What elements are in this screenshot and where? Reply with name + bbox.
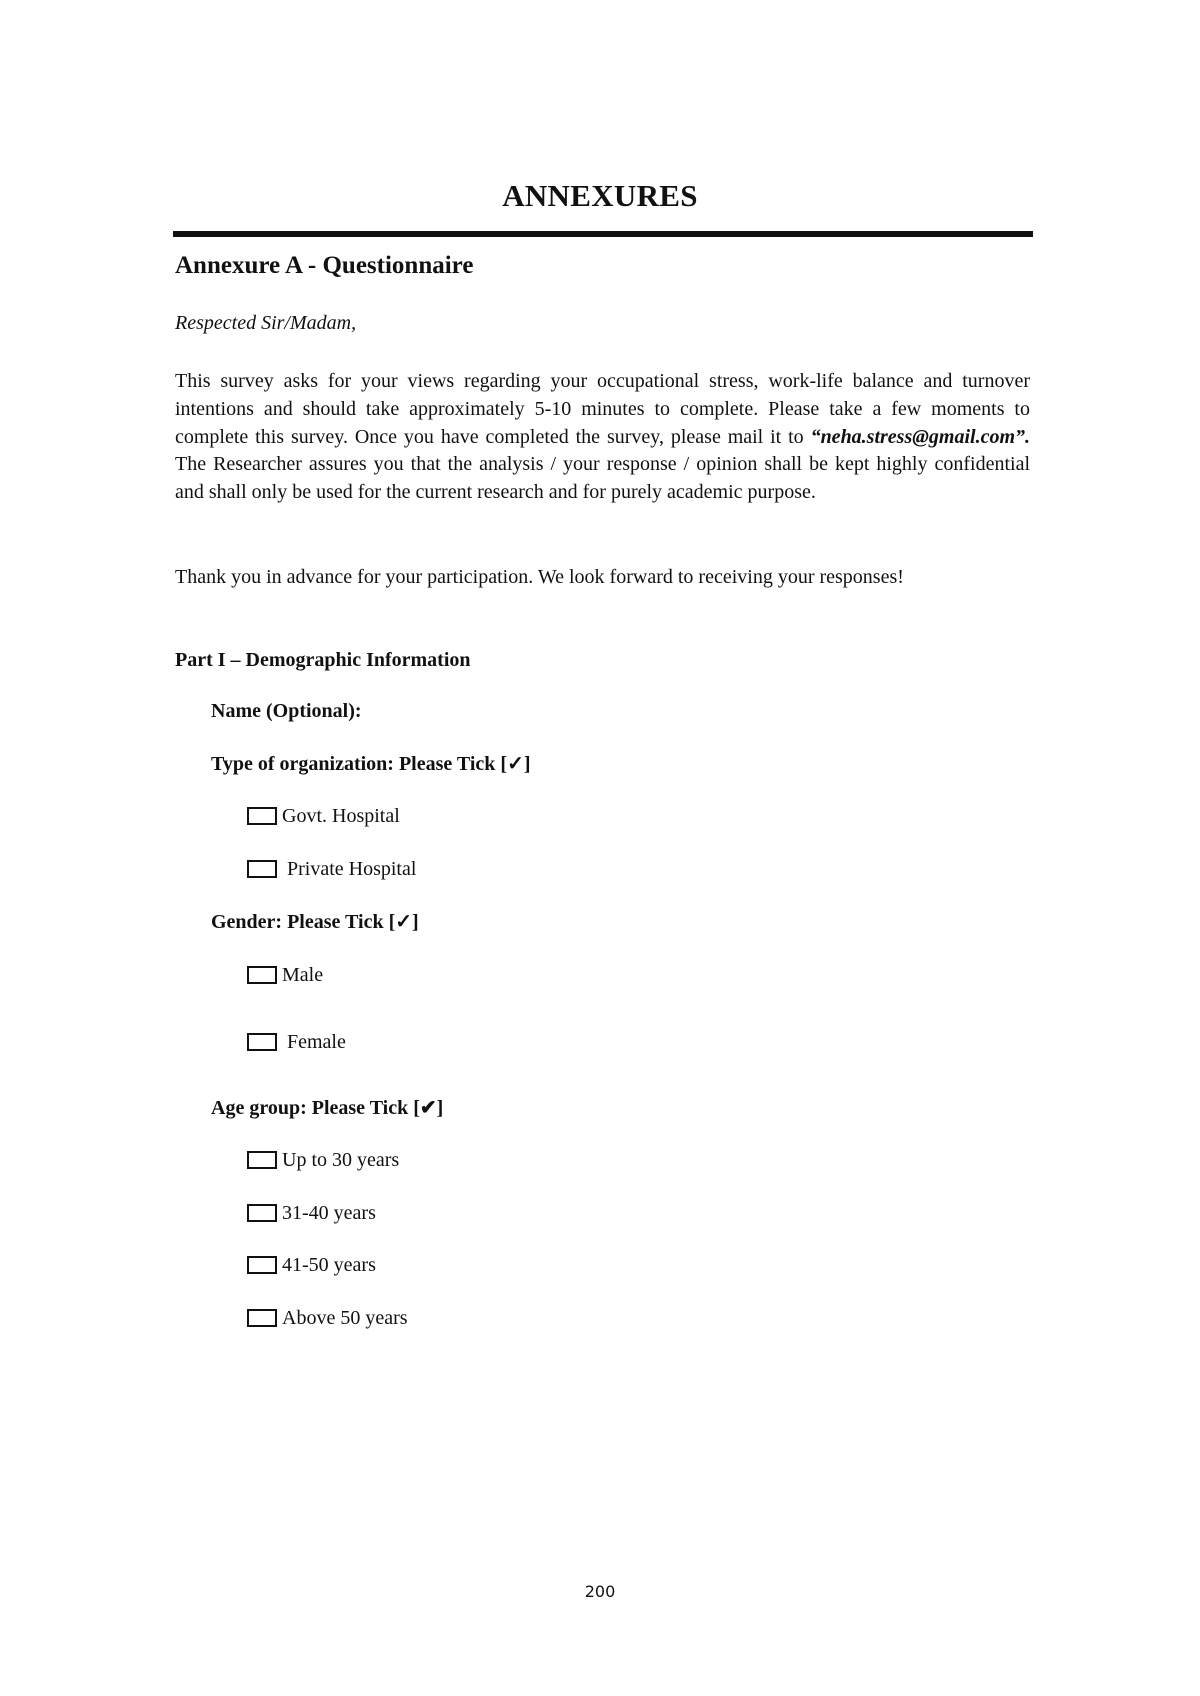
checkbox[interactable] bbox=[247, 1204, 277, 1222]
age-group-label: Age group: Please Tick [✔] bbox=[211, 1097, 444, 1119]
intro-text-start: This survey asks for your views regarding your occupational stress, work-life balance and turnover intentions and should take approximately 5-10 minutes to complete. Please take a few moments to complete this survey. Once you have completed the survey, please mail it to bbox=[175, 370, 1030, 448]
salutation: Respected Sir/Madam, bbox=[175, 312, 357, 334]
option-above-50 bbox=[247, 1305, 408, 1331]
checkbox[interactable] bbox=[247, 807, 277, 825]
option-label: 41-50 years bbox=[282, 1254, 376, 1276]
checkbox[interactable] bbox=[247, 1256, 277, 1274]
checkbox[interactable] bbox=[247, 860, 277, 878]
page-title: ANNEXURES bbox=[502, 178, 698, 213]
part-title: Part I – Demographic Information bbox=[175, 649, 471, 671]
page-number: 200 bbox=[584, 1582, 616, 1601]
name-label: Name (Optional): bbox=[211, 700, 362, 722]
title-rule bbox=[173, 231, 1033, 237]
section-title: Annexure A - Questionnaire bbox=[175, 252, 474, 279]
option-private-hospital bbox=[247, 856, 416, 882]
option-41-50 bbox=[247, 1252, 376, 1278]
checkbox[interactable] bbox=[247, 966, 277, 984]
option-male bbox=[247, 962, 323, 988]
option-label: Female bbox=[287, 1031, 346, 1053]
option-label: Above 50 years bbox=[282, 1307, 408, 1329]
option-female bbox=[247, 1029, 346, 1055]
option-label: Private Hospital bbox=[287, 858, 417, 880]
option-label: Male bbox=[282, 964, 324, 986]
option-label: Govt. Hospital bbox=[282, 805, 400, 827]
option-label: Up to 30 years bbox=[282, 1149, 400, 1171]
option-31-40 bbox=[247, 1200, 376, 1226]
intro-paragraph bbox=[175, 368, 1030, 507]
checkbox[interactable] bbox=[247, 1033, 277, 1051]
intro-text-end: The Researcher assures you that the analysis / your response / opinion shall be kept highly confidential and shall only be used for the current research and for purely academic purpose. bbox=[175, 453, 1030, 504]
checkbox[interactable] bbox=[247, 1309, 277, 1327]
checkbox[interactable] bbox=[247, 1151, 277, 1169]
option-label: 31-40 years bbox=[282, 1202, 376, 1224]
option-govt-hospital bbox=[247, 803, 400, 829]
organization-label: Type of organization: Please Tick [✓] bbox=[211, 753, 531, 775]
option-up-to-30 bbox=[247, 1147, 399, 1173]
email-address: “neha.stress@gmail.com”. bbox=[810, 425, 1030, 448]
gender-label: Gender: Please Tick [✓] bbox=[211, 911, 419, 933]
thanks-paragraph: Thank you in advance for your participation. We look forward to receiving your responses! bbox=[175, 566, 904, 588]
